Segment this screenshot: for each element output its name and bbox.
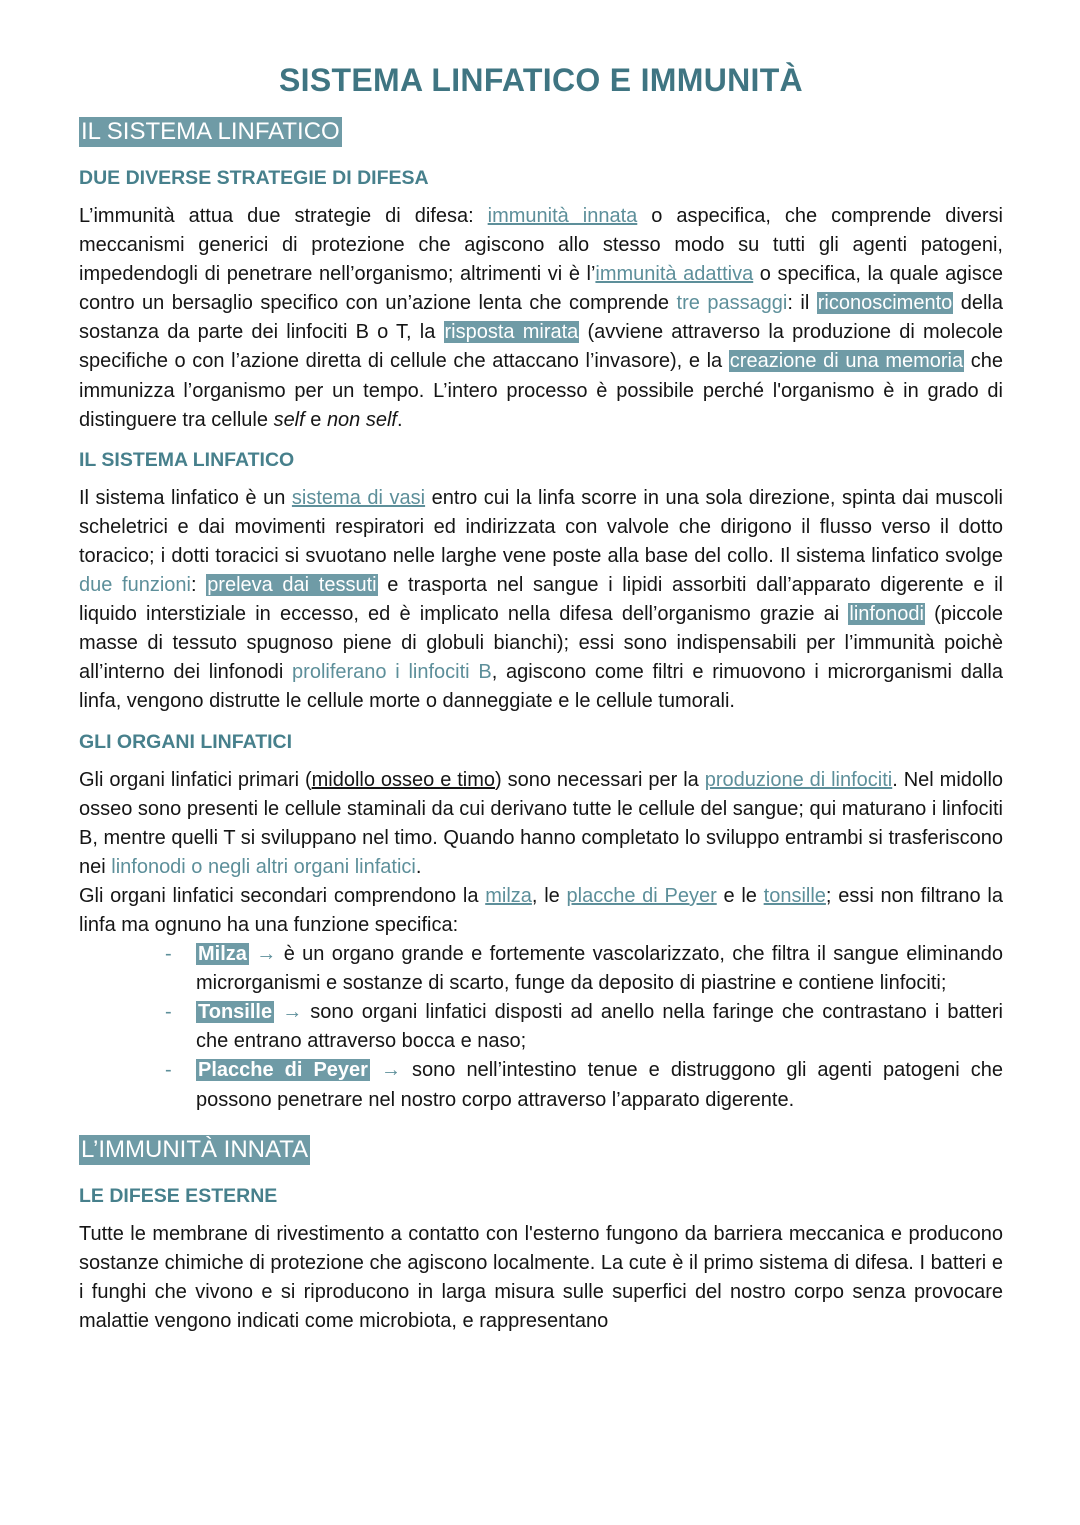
text-run: (avviene attraverso la produzione di molecole specifiche o con l’azione diretta di cellule che attaccano l’invasore), e la: [79, 321, 1004, 373]
list-item-text: [196, 998, 1003, 1056]
list-item-description: sono nell’intestino tenue e distruggono gli agenti patogeni che possono penetrare nel nostro corpo attraverso l’apparato digerente.: [196, 1059, 1003, 1111]
list-bullet: -: [165, 1001, 172, 1024]
text-run: della sostanza da parte dei linfociti B o T, la: [79, 292, 1003, 344]
text-run: entro cui la linfa scorre in una sola direzione, spinta dai muscoli scheletrici e dai movimenti respiratori ed indirizzata con valvole che dirigono il flusso verso il dotto toracico; i dotti toracici si svuotano nelle larghe vene poste alla base del collo. Il sistema linfatico svolge: [79, 486, 1003, 567]
text-run: Tutte le membrane di rivestimento a contatto con l'esterno fungono da barriera meccanica e producono sostanze chimiche di protezione che agiscono localmente. La cute è il primo sistema di difesa. I batteri e i funghi che vivono e si riproducono in larga misura sulle superfici del nostro corpo senza provocare malattie vengono indicati come microbiota, e rappresentano: [79, 1222, 1003, 1332]
list-item: [79, 998, 1003, 1056]
organ-list: [79, 940, 1003, 1115]
arrow-icon: →: [256, 943, 277, 966]
subsection-heading: GLI ORGANI LINFATICI: [79, 730, 293, 753]
arrow-icon: →: [381, 1059, 401, 1082]
subsection-heading: IL SISTEMA LINFATICO: [79, 448, 295, 471]
linked-term: tonsille: [763, 884, 826, 907]
list-bullet: -: [165, 1059, 172, 1082]
text-run: o aspecifica, che comprende diversi meccanismi generici di protezione che agiscono allo stesso modo su tutti gli agenti patogeni, impedendogli di penetrare nell’organismo; altrimenti vi è l’: [79, 205, 1003, 286]
section-heading-wrap: [79, 1129, 1003, 1179]
page-title: SISTEMA LINFATICO E IMMUNITÀ: [279, 62, 803, 98]
accent-text: linfonodi o negli altri organi linfatici: [111, 855, 416, 878]
arrow-icon: →: [282, 1001, 303, 1024]
italic-text: self: [273, 408, 305, 431]
linked-term: produzione di linfociti: [704, 768, 893, 791]
linked-term: immunità adattiva: [595, 263, 754, 286]
accent-text: proliferano i linfociti B: [292, 661, 492, 684]
text-run: L’immunità attua due strategie di difesa:: [79, 205, 488, 227]
accent-text: tre passaggi: [676, 292, 788, 315]
list-item-term: Tonsille: [198, 1001, 273, 1024]
text-run: :: [190, 574, 207, 597]
list-item-term: Placche di Peyer: [198, 1059, 368, 1082]
text-run: .: [415, 855, 422, 878]
text-run: (piccole masse di tessuto spugnoso piene di globuli bianchi); essi sono indispensabili per l’immunità poichè all’interno dei linfonodi: [79, 603, 1003, 684]
text-run: e: [304, 408, 327, 431]
text-run: Gli organi linfatici secondari comprendono la: [79, 884, 486, 907]
list-item-text: [196, 940, 1003, 998]
text-run: e le: [716, 884, 764, 907]
highlighted-term: preleva dai tessuti: [207, 574, 377, 597]
section-heading-wrap: [79, 111, 1003, 161]
list-bullet: -: [165, 943, 172, 966]
section-heading: L’IMMUNITÀ INNATA: [81, 1135, 309, 1163]
linked-term: immunità innata: [487, 205, 638, 227]
text-run: .: [397, 408, 403, 431]
paragraph: [79, 882, 1003, 940]
text-run: Il sistema linfatico è un: [79, 486, 292, 509]
list-item: [79, 1056, 1003, 1114]
underlined-text: midollo osseo e timo: [311, 768, 496, 791]
linked-term: milza: [485, 884, 532, 907]
text-run: Gli organi linfatici primari (: [79, 768, 312, 791]
subsection-heading: DUE DIVERSE STRATEGIE DI DIFESA: [79, 167, 429, 189]
text-run: . Nel midollo osseo sono presenti le cellule staminali da cui derivano tutte le cellule del sangue; qui maturano i linfociti B, mentre quelli T si sviluppano nel timo. Quando hanno completato lo sviluppo entrambi si trasferiscono nei: [79, 768, 1004, 878]
list-item-description: sono organi linfatici disposti ad anello nella faringe che contrastano i batteri che entrano attraverso bocca e naso;: [196, 1001, 1003, 1053]
text-run: ; essi non filtrano la linfa ma ognuno ha una funzione specifica:: [79, 884, 1003, 936]
italic-text: non self: [326, 408, 397, 431]
subsection-heading: LE DIFESE ESTERNE: [79, 1184, 278, 1207]
paragraph: [79, 484, 1003, 717]
document-body: [79, 111, 1003, 1336]
text-run: , le: [531, 884, 567, 907]
text-run: , agiscono come filtri e rimuovono i microrganismi dalla linfa, vengono distrutte le cellule morte o danneggiate e le cellule tumorali.: [79, 661, 1003, 713]
list-item-text: [196, 1056, 1003, 1114]
accent-text: due funzioni: [79, 574, 191, 597]
paragraph: [79, 202, 1003, 435]
list-item-term: Milza: [198, 943, 247, 966]
section-heading: IL SISTEMA LINFATICO: [81, 118, 340, 145]
highlighted-term: riconoscimento: [817, 292, 953, 315]
text-run: o specifica, la quale agisce contro un bersaglio specifico con un’azione lenta che comprende: [79, 263, 1003, 315]
list-item-description: è un organo grande e fortemente vascolarizzato, che filtra il sangue eliminando microrganismi e sostanze di scarto, funge da deposito di piastrine e contiene linfociti;: [196, 943, 1004, 995]
highlighted-term: risposta mirata: [444, 321, 579, 344]
list-item: [79, 940, 1003, 998]
text-run: che immunizza l’organismo per un tempo. L’intero processo è possibile perché l'organismo è in grado di distinguere tra cellule: [79, 350, 1003, 431]
text-run: e trasporta nel sangue i lipidi assorbiti dall’apparato digerente e il liquido interstiziale in eccesso, ed è implicato nella difesa dell’organismo grazie ai: [79, 574, 1003, 626]
highlighted-term: creazione di una memoria: [729, 350, 964, 373]
highlighted-term: linfonodi: [849, 603, 924, 626]
linked-term: placche di Peyer: [566, 884, 717, 907]
paragraph: [79, 766, 1003, 882]
text-run: : il: [787, 292, 817, 315]
paragraph: [79, 1220, 1003, 1336]
linked-term: sistema di vasi: [291, 486, 426, 509]
text-run: ) sono necessari per la: [495, 768, 705, 791]
